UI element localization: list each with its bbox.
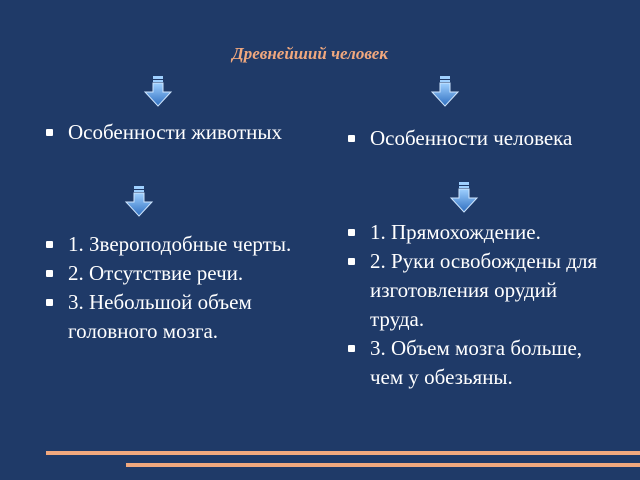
down-arrow-icon [141,74,175,108]
decor-line-top [46,451,640,455]
right-items-column [346,218,616,392]
down-arrow-icon [122,184,156,218]
slide-title: Древнейший человек [232,44,388,63]
list-item: 2. Руки освобождены для изготовления орудий труда. [346,247,616,334]
list-item: 3. Объем мозга больше, чем у обезьяны. [346,334,616,392]
down-arrow-icon [447,180,481,214]
list-item: 1. Звероподобные черты. [44,230,314,259]
left-heading-column [44,118,304,147]
down-arrow-icon [428,74,462,108]
decor-line-bottom [126,463,640,467]
right-heading-column [346,124,616,153]
list-item: 2. Отсутствие речи. [44,259,314,288]
left-heading: Особенности животных [44,118,304,147]
list-item: 1. Прямохождение. [346,218,616,247]
left-items-column [44,230,314,346]
list-item: 3. Небольшой объем головного мозга. [44,288,314,346]
right-heading: Особенности человека [346,124,616,153]
